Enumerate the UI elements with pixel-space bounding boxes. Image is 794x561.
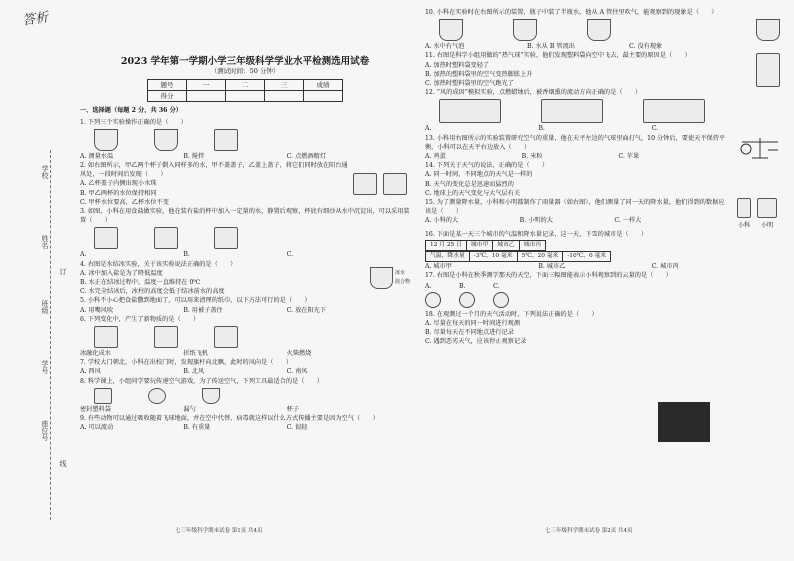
option-a[interactable]: 密封塑料袋 (80, 405, 111, 413)
option-c[interactable]: C. 水完全结冰后，冰柱的高度会低于结冰前水的高度 (80, 288, 225, 296)
q13-block (425, 134, 785, 162)
option-c[interactable]: C. (651, 125, 659, 133)
weather-cell: -10℃、0 毫米 (567, 252, 607, 259)
alcohol-lamp-icon (214, 129, 238, 151)
filter-funnel-icon (154, 227, 178, 249)
question-2: 2. 如右图所示，甲乙两个杯子倒入同样多的水，甲不盖盖子，乙盖上盖子，将它们同时放在阳台通风处，一段时间后发现（ ） (80, 162, 348, 179)
option-a[interactable]: A. 水中有气泡 (425, 43, 465, 51)
ice-mixture-label: 冰水 混合物 (394, 269, 410, 286)
pouring-cup-icon (94, 227, 118, 249)
option-b[interactable]: B. 小明的大 (519, 217, 553, 225)
score-cell[interactable] (304, 91, 343, 102)
weather-table (425, 240, 611, 262)
binding-label-ding: 订 (59, 268, 67, 275)
binding-label-seat: 座位号 (41, 420, 49, 441)
q12-illustrations (439, 99, 785, 123)
question-8: 8. 科学课上，小组同学要玩传递空气游戏，为了传送空气，下列工具最适合的是（ ） (80, 377, 323, 385)
q7-options (80, 367, 410, 376)
handwritten-note: 答析 (21, 10, 50, 29)
option-a[interactable]: A. 可以流动 (80, 424, 114, 432)
score-row-label: 得分 (148, 91, 187, 102)
option-a[interactable]: A. 西风 (80, 368, 101, 376)
wind-box-b-icon (541, 99, 603, 123)
option-c[interactable]: C. 城市丙 (651, 263, 679, 271)
option-a[interactable]: A. 加热时塑料袋变轻了 (425, 61, 490, 69)
gauge-label: 小科 (737, 222, 751, 230)
wind-box-c-icon (643, 99, 705, 123)
hot-air-bag-icon (756, 53, 780, 87)
wind-box-a-icon (439, 99, 501, 123)
q13-options (425, 152, 735, 161)
q16-row (425, 240, 785, 262)
q15-options (425, 216, 729, 225)
option-a[interactable]: 冰融化成水 (80, 350, 111, 358)
stirring-beaker-icon (154, 129, 178, 151)
option-b[interactable]: B. 尽量每天在不同地点进行记录 (425, 329, 514, 337)
weather-header-cell: 12 月 25 日 (426, 241, 467, 250)
option-a[interactable]: A. 尽量在每天的同一时间进行观测 (425, 319, 521, 327)
weather-table-row (425, 251, 611, 262)
question-17: 17. 右图是小科在秋季测学那天的天空，下面三幅图能表示小科观察到的云量的是（ ） (425, 272, 672, 280)
cup-icon (202, 388, 220, 404)
option-b[interactable]: B. 水从 B 管流出 (527, 43, 575, 51)
weather-cell: 气温、降水量 (426, 252, 470, 261)
option-b[interactable]: B. 北风 (183, 368, 205, 376)
option-c[interactable]: C. 放在阳光下 (286, 306, 327, 314)
question-5: 5. 小科不小心把食盐撒到地面了，可以用来清理的纸巾，以下方法可行的是（ ） (80, 297, 311, 305)
binding-label-name: 姓名 (41, 235, 49, 249)
cloud-cover-diagrams (425, 282, 785, 307)
match-flame-icon (214, 326, 238, 348)
question-7: 7. 学校大门朝北，小科在出校门时，发现旗杆向北飘，此时的风向是（ ） (80, 359, 293, 367)
score-header-cell: 成绩 (304, 80, 343, 91)
binding-dashed-line (50, 150, 51, 520)
exam-title: 2023 学年第一学期小学三年级科学学业水平检测选用试卷 (120, 56, 370, 67)
option-c[interactable]: C. 一样大 (614, 217, 642, 225)
option-b[interactable]: 漏勺 (183, 405, 196, 413)
q6-illustrations (94, 326, 410, 348)
thermometer-beaker-icon (94, 129, 118, 151)
option-c[interactable]: C. 很轻 (286, 424, 308, 432)
q2-block (80, 161, 410, 207)
cloud-cover-c-icon (493, 292, 509, 308)
question-12: 12. “风的成因”模拟实验，点燃蜡烛后，被香烟熏的流动方向正确的是（ ） (425, 89, 642, 97)
weather-table-header (425, 240, 546, 251)
q12-options (425, 124, 785, 133)
option-a-label: A. (425, 283, 432, 291)
option-a[interactable]: A. 测量水温 (80, 152, 114, 160)
option-c[interactable]: C. 南风 (286, 368, 308, 376)
option-a[interactable]: A. (80, 251, 87, 259)
page-1-footer: 七三年级科学期末试卷 第1页 共4页 (175, 528, 263, 534)
weather-header-cell: 城市甲 (467, 241, 493, 250)
option-b[interactable]: B. 甲乙两杯的水位保持相同 (80, 189, 157, 197)
binding-label-number: 学号 (41, 360, 49, 374)
option-a[interactable]: A. 用嘴风吹 (80, 306, 114, 314)
page-2 (425, 8, 785, 346)
score-cell[interactable] (265, 91, 304, 102)
option-b[interactable]: B. (538, 125, 545, 133)
q3-options (80, 250, 410, 259)
option-b[interactable]: B. 米粒 (521, 153, 543, 161)
question-4: 4. 右图是水结冰实验，关于该实验说法正确的是（ ） (80, 260, 237, 268)
question-6: 6. 下列变化中，产生了新物质的是（ ） (80, 315, 200, 323)
q6-options (80, 349, 410, 358)
bottle-flow-icon (513, 19, 537, 41)
binding-label-xian: 线 (59, 460, 67, 467)
option-a[interactable]: A. (425, 125, 432, 133)
slotted-spoon-icon (148, 388, 166, 404)
q4-block (80, 260, 410, 297)
q10-options (425, 42, 751, 51)
binding-margin (0, 0, 67, 561)
q16-options (425, 262, 785, 271)
option-c[interactable]: 杯子 (286, 405, 300, 413)
q8-illustrations (94, 388, 410, 404)
heating-stand-icon (214, 227, 238, 249)
ice-test-tube-icon (370, 267, 393, 289)
rain-gauge-wide-icon (757, 198, 777, 218)
option-c[interactable] (493, 282, 509, 307)
q5-options (80, 306, 410, 315)
option-c[interactable]: C. 加热时塑料袋里的空气跑光了 (425, 80, 514, 88)
option-a[interactable]: A. 同一时间，不同地点的天气是一样的 (425, 171, 533, 179)
weather-cell: 5℃、20 毫米 (518, 252, 564, 261)
q1-illustrations (94, 129, 410, 151)
question-14: 14. 下列关于天气的说法，正确的是（ ） (425, 162, 549, 170)
question-10: 10. 小科在实验时在右图所示的装置，瓶子中装了半瓶水，他从 A 管往里吹气，能观察到的现象是（ ） (425, 9, 718, 16)
q15-block (425, 198, 785, 230)
section-heading: 一、选择题（每题 2 分，共 36 分） (80, 107, 182, 115)
blow-bottle-icon (756, 19, 780, 41)
score-header-cell: 三 (265, 80, 304, 91)
cup-yi-icon (383, 173, 407, 195)
score-table (147, 79, 343, 102)
cup-jia-icon (353, 173, 377, 195)
option-b-label: B. (459, 283, 466, 291)
balance-scale-icon (738, 134, 782, 160)
option-b[interactable]: B. 加热的塑料袋里的空气变热膨胀上升 (425, 70, 533, 78)
question-16: 16. 下面是某一天三个城市的气温和降水量记录，这一天，下雪的城市是（ ） (425, 231, 648, 239)
score-header-cell: 一 (187, 80, 226, 91)
question-1: 1. 下列三个实验操作正确的是（ ） (80, 118, 187, 126)
option-c[interactable]: C. 点燃酒精灯 (286, 152, 327, 160)
option-c[interactable]: C. 没有现象 (629, 43, 663, 51)
option-c[interactable]: C. 甲杯水位要高，乙杯水位不变 (80, 198, 169, 206)
option-a[interactable]: A. 城市甲 (425, 263, 452, 271)
cloud-cover-b-icon (459, 292, 475, 308)
option-a[interactable]: A. 冰中加入盐是为了降低温度 (80, 269, 163, 277)
q3-illustrations (94, 227, 410, 249)
option-a[interactable]: A. 乙杯盖子内侧出现小水珠 (80, 180, 157, 188)
weather-header-cell: 城市丙 (523, 241, 542, 248)
option-c[interactable]: C. 遇到恶劣天气，应该停止观察记录 (425, 338, 527, 346)
bottle-still-icon (587, 19, 611, 41)
option-b[interactable]: B. 水正在结冰过程中，温度一直维持在 0℃ (80, 279, 201, 287)
option-c[interactable]: C. (286, 251, 294, 259)
q9-options (80, 423, 410, 432)
sealed-bag-icon (94, 388, 112, 404)
q10-block (425, 8, 785, 51)
q8-options (80, 405, 410, 414)
bottle-bubbles-icon (439, 19, 463, 41)
q10-illustrations (439, 19, 751, 41)
question-15: 15. 为了测量降水量，小科和小明都制作了雨量器（如右图），他们测量了同一天的降水量，他们得到的数据应该是（ ） (425, 199, 725, 216)
option-b[interactable]: B. 有重量 (183, 424, 211, 432)
option-a[interactable] (425, 282, 441, 307)
weather-header-cell: 城市乙 (493, 241, 519, 250)
option-b[interactable]: B. 天气的变化总是迅速而猛烈的 (425, 180, 514, 188)
option-b[interactable]: B. (183, 251, 190, 259)
option-c[interactable]: 火柴燃烧 (286, 350, 312, 358)
option-b[interactable] (459, 282, 475, 307)
option-b[interactable]: B. 城市乙 (538, 263, 566, 271)
melting-ice-icon (94, 326, 118, 348)
score-cell[interactable] (187, 91, 226, 102)
option-c-label: C. (493, 283, 500, 291)
score-header-cell: 题号 (148, 80, 187, 91)
exam-subtitle: （测试时间：50 分钟） (210, 67, 280, 76)
weather-cell: -3℃、10 毫米 (470, 252, 518, 261)
option-b[interactable]: B. 搅拌 (183, 152, 205, 160)
cloud-cover-a-icon (425, 292, 441, 308)
question-3: 3. 如图，小科在用食盐做实验，他在装有盐的杯中加入一定量的水，静置后观察，杯底有细沙从水中沉淀出，可以采用装置（ ） (80, 208, 410, 225)
score-cell[interactable] (226, 91, 265, 102)
option-b[interactable]: B. 用被子盖住 (183, 306, 223, 314)
option-a[interactable]: A. 小科的大 (425, 217, 459, 225)
score-header-cell: 二 (226, 80, 265, 91)
question-13: 13. 小科用右图所示的实验装置研究空气的重量，他在天平左边的气球里面打气，10 分钟后，要使天平保持平衡，小科可以在天平右边放入（ ） (425, 134, 726, 151)
option-a[interactable]: A. 鸡蛋 (425, 153, 446, 161)
rain-gauge-narrow-icon (737, 198, 751, 218)
q1-options (80, 152, 410, 161)
question-11: 11. 右图是科学小组用做的“热气球”实验，他们发现塑料袋向空中飞去，最主要的原因是（ ） (425, 52, 691, 60)
option-c[interactable]: C. 苹果 (618, 153, 640, 161)
page-2-footer: 七三年级科学期末试卷 第2页 共4页 (545, 528, 633, 534)
q11-block (425, 51, 785, 88)
gauge-label: 小明 (760, 222, 774, 230)
binding-label-class: 班级 (41, 300, 49, 314)
question-18: 18. 在观测过一个月的天气活动时，下列说法正确的是（ ） (425, 310, 598, 318)
binding-label-school: 学校 (41, 165, 49, 179)
page-1 (80, 55, 410, 432)
sky-photo (658, 402, 710, 442)
paper-plane-icon (154, 326, 178, 348)
option-c[interactable]: C. 地球上的天气变化与大气层有关 (425, 189, 521, 197)
option-b[interactable]: 折纸飞机 (183, 350, 209, 358)
question-9: 9. 有些动物可以通过吸收随着飞球地面，并在空中代替，病毒就这样以什么方式传播主要是因为空气（ ） (80, 415, 379, 423)
